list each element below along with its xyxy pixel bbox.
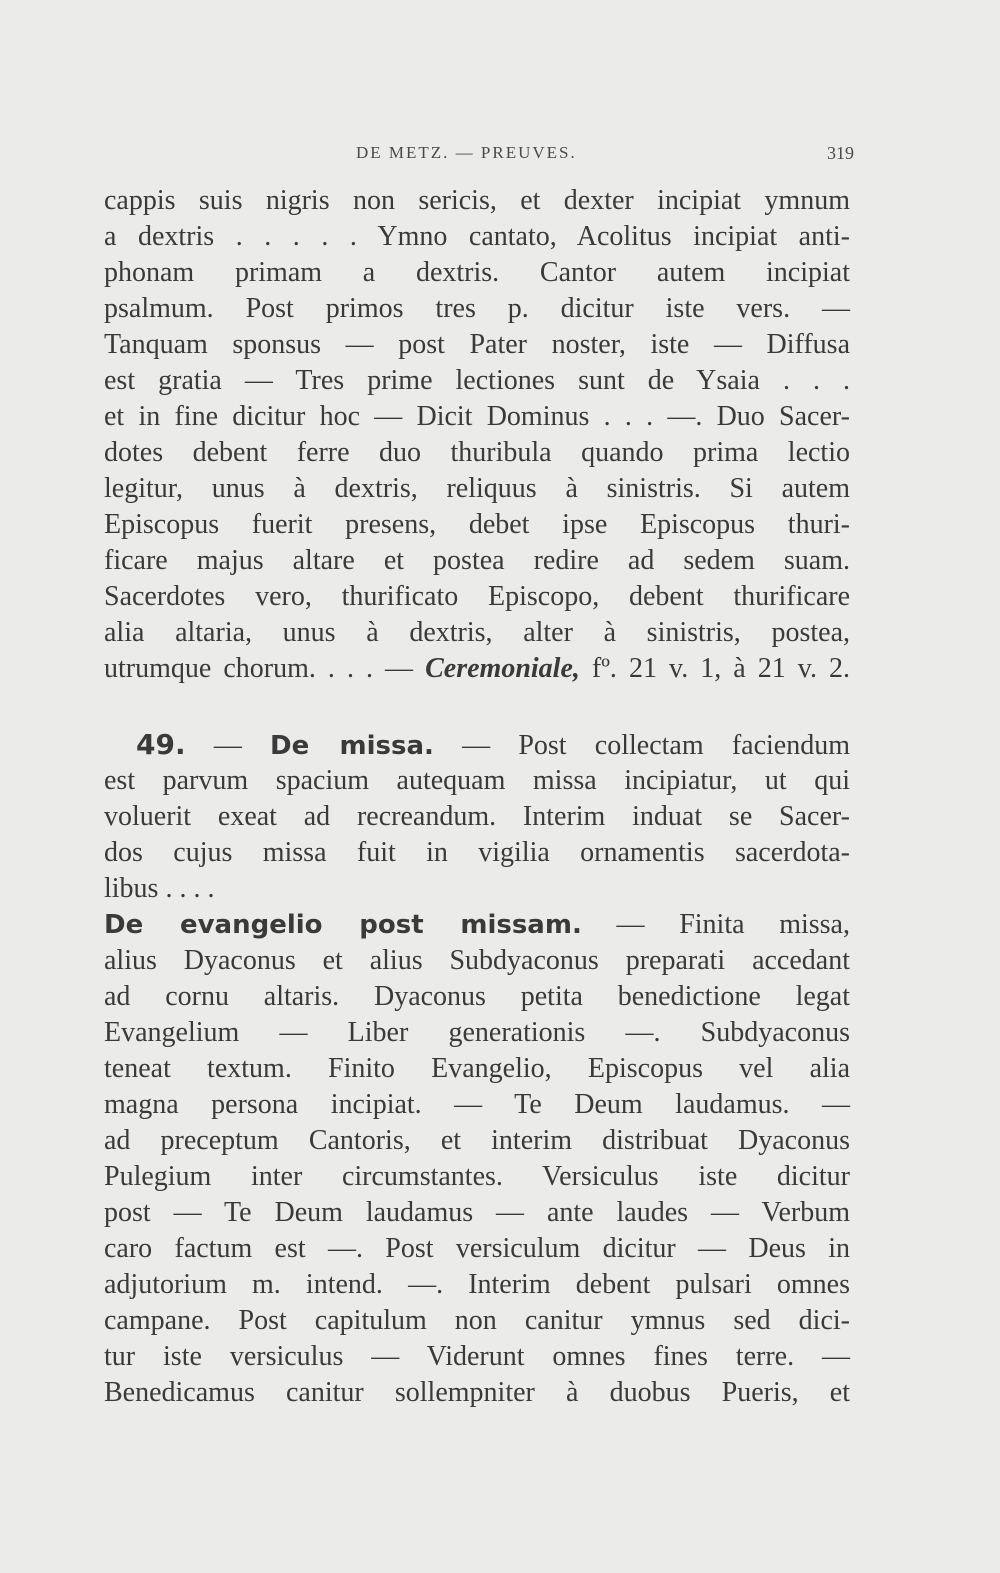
text-line: Tanquam sponsus — post Pater noster, iste — Diffusa [104, 329, 850, 360]
text-line: Pulegium inter circumstantes. Versiculus iste dicitur [104, 1161, 850, 1192]
text-line: dotes debent ferre duo thuribula quando prima lectio [104, 437, 850, 468]
text-line: caro factum est —. Post versiculum dicitur — Deus in [104, 1233, 850, 1264]
text-line: phonam primam a dextris. Cantor autem incipiat [104, 257, 850, 288]
running-header [104, 143, 854, 171]
text-line: Sacerdotes vero, thurificato Episcopo, debent thurificare [104, 581, 850, 612]
heading-dash: — [185, 730, 271, 761]
text-line: et in fine dicitur hoc — Dicit Dominus . . . —. Duo Sacer- [104, 401, 850, 432]
text-line: dos cujus missa fuit in vigilia ornamentis sacerdota- [104, 837, 850, 868]
text-line: adjutorium m. intend. —. Interim debent pulsari omnes [104, 1269, 850, 1300]
text-line: est gratia — Tres prime lectiones sunt de Ysaia . . . [104, 365, 850, 396]
text-line: magna persona incipiat. — Te Deum laudamus. — [104, 1089, 850, 1120]
subsection-title: De evangelio post missam. [104, 910, 582, 940]
section-title: De missa. [270, 731, 434, 761]
header-title: DE METZ. — PREUVES. [356, 143, 577, 162]
text-line: a dextris . . . . . Ymno cantato, Acolitus incipiat anti- [104, 221, 850, 252]
text-line: alius Dyaconus et alius Subdyaconus preparati accedant [104, 945, 850, 976]
text-line: teneat textum. Finito Evangelio, Episcopus vel alia [104, 1053, 850, 1084]
text-line-reference [104, 651, 850, 687]
text-line: Episcopus fuerit presens, debet ipse Episcopus thuri- [104, 509, 850, 540]
reference-lead: utrumque chorum. . . . — [104, 653, 414, 684]
section-heading-line [104, 727, 850, 763]
text-line: Benedicamus canitur sollempniter à duobus Pueris, et [104, 1377, 850, 1408]
page-number: 319 [827, 143, 854, 163]
text-line: legitur, unus à dextris, reliquus à sinistris. Si autem [104, 473, 850, 504]
text-line: ad preceptum Cantoris, et interim distribuat Dyaconus [104, 1125, 850, 1156]
heading-continuation: — Finita missa, [581, 909, 850, 940]
reference-folio: fº. 21 v. 1, à 21 v. 2. [591, 653, 851, 684]
text-line: post — Te Deum laudamus — ante laudes — Verbum [104, 1197, 850, 1228]
text-line: Evangelium — Liber generationis —. Subdyaconus [104, 1017, 850, 1048]
text-line: campane. Post capitulum non canitur ymnus sed dici- [104, 1305, 850, 1336]
text-line: cappis suis nigris non sericis, et dexter incipiat ymnum [104, 185, 850, 216]
text-line: voluerit exeat ad recreandum. Interim induat se Sacer- [104, 801, 850, 832]
text-line: tur iste versiculus — Viderunt omnes fines terre. — [104, 1341, 850, 1372]
paragraph-de-evangelio [104, 907, 850, 1411]
text-line: est parvum spacium autequam missa incipiatur, ut qui [104, 765, 850, 796]
text-line: ficare majus altare et postea redire ad sedem suam. [104, 545, 850, 576]
text-line: libus . . . . [104, 873, 215, 904]
text-line: alia altaria, unus à dextris, alter à sinistris, postea, [104, 617, 850, 648]
heading-continuation: — Post collectam faciendum [433, 730, 850, 761]
section-number: 49. [136, 728, 186, 761]
text-line: ad cornu altaris. Dyaconus petita benedictione legat [104, 981, 850, 1012]
reference-source: Ceremoniale, [425, 653, 580, 684]
paragraph-de-missa [104, 727, 850, 907]
paragraph-ceremoniale [104, 183, 850, 687]
subsection-heading-line [104, 907, 850, 943]
text-line: psalmum. Post primos tres p. dicitur iste vers. — [104, 293, 850, 324]
